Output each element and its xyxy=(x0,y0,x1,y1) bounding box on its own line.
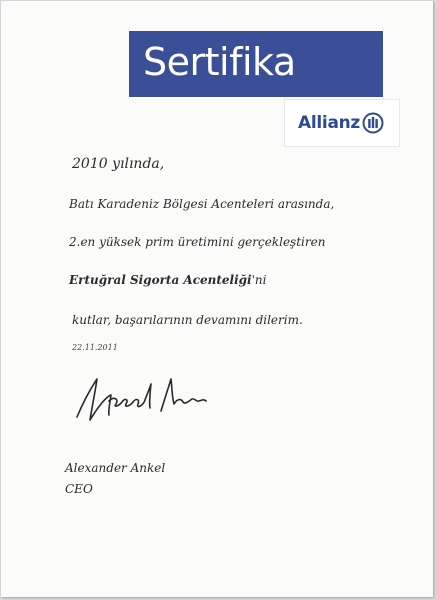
certificate-date: 22.11.2011 xyxy=(72,343,118,352)
region-line: Batı Karadeniz Bölgesi Acenteleri arasında, xyxy=(69,197,335,211)
signatory-name: Alexander Ankel xyxy=(65,461,166,475)
congratulations-line: kutlar, başarılarının devamını dilerim. xyxy=(72,313,303,327)
certificate-title: Sertifika xyxy=(143,40,296,84)
brand-logo-box xyxy=(284,99,400,147)
recipient-name: Ertuğral Sigorta Acenteliği xyxy=(69,273,252,287)
recipient-line xyxy=(69,273,267,287)
handwritten-signature xyxy=(73,371,208,426)
brand-name: Allianz xyxy=(298,113,361,133)
certificate-page xyxy=(1,1,433,597)
allianz-logo-icon xyxy=(362,112,384,134)
recipient-suffix: 'ni xyxy=(251,273,267,287)
achievement-line: 2.en yüksek prim üretimini gerçekleştiren xyxy=(69,235,326,249)
year-line: 2010 yılında, xyxy=(72,156,165,172)
title-banner xyxy=(129,31,383,97)
signatory-title: CEO xyxy=(65,482,93,496)
